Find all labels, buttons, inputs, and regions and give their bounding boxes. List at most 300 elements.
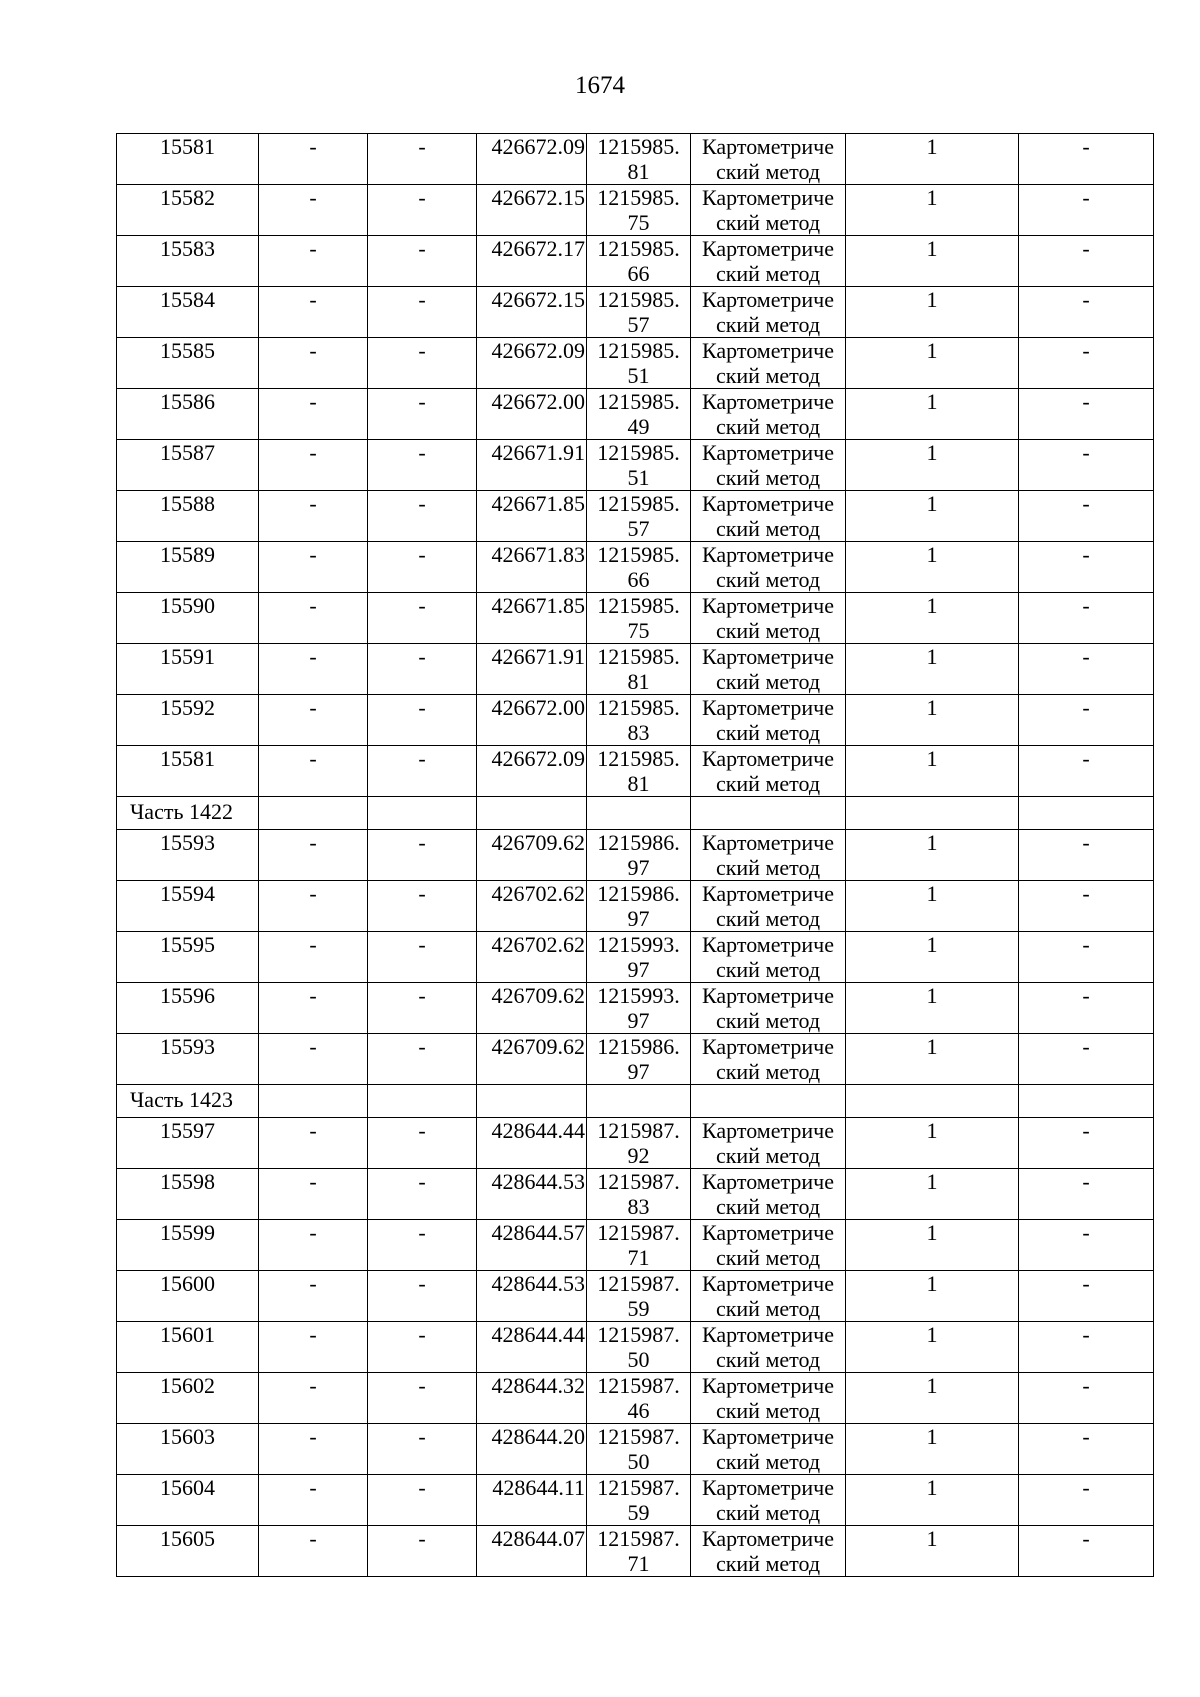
method-part: Картометриче [702,830,834,855]
last-dash-cell-text: - [1082,236,1090,261]
y-coordinate-part: 97 [627,1008,650,1033]
accuracy-cell [846,440,1019,491]
dash-cell [259,1526,368,1577]
y-coordinate-cell [587,1424,691,1475]
method-cell [691,287,846,338]
dash-cell-text: - [309,1034,317,1059]
accuracy-cell [846,983,1019,1034]
point-number-cell-text: 15596 [160,983,215,1008]
last-dash-cell [1019,881,1154,932]
point-number-cell [117,1169,259,1220]
point-number-cell-text: 15597 [160,1118,215,1143]
dash-cell-text: - [309,1118,317,1143]
method-part: Картометриче [702,1034,834,1059]
method-part: ский метод [715,1245,821,1270]
y-coordinate-part: 1215987. [597,1526,680,1551]
y-coordinate-cell [587,185,691,236]
method-part: Картометриче [702,389,834,414]
dash-cell [368,830,477,881]
method-cell [691,185,846,236]
last-dash-cell [1019,542,1154,593]
dash-cell-text: - [309,1322,317,1347]
x-coordinate-cell [477,983,587,1034]
point-number-cell [117,542,259,593]
x-coordinate-cell [477,338,587,389]
dash-cell [368,695,477,746]
accuracy-cell-text: 1 [926,236,938,261]
dash-cell-text: - [418,830,426,855]
last-dash-cell-text: - [1082,1322,1090,1347]
dash-cell [259,440,368,491]
table-row [117,1322,1154,1373]
point-number-cell [117,1526,259,1577]
point-number-cell-text: 15581 [160,134,215,159]
method-part: ский метод [715,855,821,880]
accuracy-cell [846,236,1019,287]
last-dash-cell [1019,389,1154,440]
y-coordinate-part: 59 [627,1500,650,1525]
dash-cell-text: - [418,287,426,312]
empty-cell [368,1085,477,1118]
y-coordinate-cell [587,440,691,491]
y-coordinate-part: 1215987. [597,1373,680,1398]
method-cell [691,236,846,287]
section-label: Часть 1422 [117,797,259,830]
x-coordinate-cell [477,932,587,983]
last-dash-cell-text: - [1082,983,1090,1008]
dash-cell-text: - [309,983,317,1008]
method-part: ский метод [715,159,821,184]
point-number-cell-text: 15599 [160,1220,215,1245]
accuracy-cell [846,1034,1019,1085]
dash-cell [368,932,477,983]
y-coordinate-part: 1215985. [597,542,680,567]
method-part: Картометриче [702,491,834,516]
coordinates-table [116,133,1154,1577]
empty-cell [846,797,1019,830]
x-coordinate-cell [477,1475,587,1526]
y-coordinate-cell [587,1169,691,1220]
method-cell [691,1271,846,1322]
method-cell [691,1034,846,1085]
page-number: 1674 [575,72,625,99]
last-dash-cell-text: - [1082,1526,1090,1551]
last-dash-cell [1019,1034,1154,1085]
last-dash-cell [1019,440,1154,491]
method-part: Картометриче [702,1526,834,1551]
point-number-cell-text: 15592 [160,695,215,720]
last-dash-cell-text: - [1082,1169,1090,1194]
method-part: ский метод [715,1449,821,1474]
x-coordinate-cell-text: 426672.15 [491,287,585,312]
dash-cell [368,389,477,440]
method-cell [691,1526,846,1577]
dash-cell [259,932,368,983]
point-number-cell-text: 15581 [160,746,215,771]
y-coordinate-part: 1215993. [597,932,680,957]
dash-cell [259,338,368,389]
dash-cell-text: - [309,1373,317,1398]
last-dash-cell-text: - [1082,542,1090,567]
y-coordinate-part: 50 [627,1449,650,1474]
dash-cell [368,1271,477,1322]
x-coordinate-cell-text: 426709.62 [491,830,585,855]
method-part: ский метод [715,906,821,931]
last-dash-cell-text: - [1082,1424,1090,1449]
y-coordinate-cell [587,287,691,338]
accuracy-cell-text: 1 [926,1322,938,1347]
accuracy-cell [846,1373,1019,1424]
method-part: Картометриче [702,1220,834,1245]
dash-cell [368,185,477,236]
dash-cell-text: - [309,287,317,312]
dash-cell [368,644,477,695]
y-coordinate-part: 1215985. [597,287,680,312]
last-dash-cell-text: - [1082,932,1090,957]
accuracy-cell-text: 1 [926,1424,938,1449]
table-row [117,287,1154,338]
last-dash-cell-text: - [1082,881,1090,906]
last-dash-cell [1019,983,1154,1034]
y-coordinate-cell [587,746,691,797]
y-coordinate-cell [587,1271,691,1322]
y-coordinate-part: 81 [627,771,650,796]
accuracy-cell-text: 1 [926,287,938,312]
last-dash-cell [1019,491,1154,542]
method-part: ский метод [715,261,821,286]
accuracy-cell-text: 1 [926,1118,938,1143]
dash-cell-text: - [418,593,426,618]
dash-cell-text: - [309,1424,317,1449]
accuracy-cell [846,134,1019,185]
dash-cell [368,542,477,593]
method-cell [691,1118,846,1169]
method-part: ский метод [715,465,821,490]
y-coordinate-cell [587,830,691,881]
last-dash-cell [1019,746,1154,797]
point-number-cell [117,644,259,695]
method-part: ский метод [715,1551,821,1576]
x-coordinate-cell [477,1373,587,1424]
method-part: Картометриче [702,593,834,618]
point-number-cell-text: 15603 [160,1424,215,1449]
point-number-cell-text: 15605 [160,1526,215,1551]
dash-cell-text: - [309,1271,317,1296]
method-part: Картометриче [702,236,834,261]
last-dash-cell-text: - [1082,1373,1090,1398]
point-number-cell-text: 15586 [160,389,215,414]
dash-cell-text: - [309,746,317,771]
empty-cell [587,797,691,830]
accuracy-cell [846,287,1019,338]
x-coordinate-cell-text: 426672.09 [491,338,585,363]
last-dash-cell [1019,287,1154,338]
accuracy-cell [846,1322,1019,1373]
y-coordinate-part: 1215987. [597,1424,680,1449]
point-number-cell-text: 15602 [160,1373,215,1398]
last-dash-cell [1019,1526,1154,1577]
y-coordinate-cell [587,134,691,185]
y-coordinate-part: 1215985. [597,695,680,720]
accuracy-cell-text: 1 [926,134,938,159]
y-coordinate-part: 49 [627,414,650,439]
x-coordinate-cell [477,542,587,593]
point-number-cell [117,881,259,932]
dash-cell-text: - [418,1220,426,1245]
x-coordinate-cell [477,134,587,185]
method-cell [691,440,846,491]
dash-cell-text: - [309,491,317,516]
accuracy-cell [846,389,1019,440]
method-cell [691,542,846,593]
last-dash-cell [1019,1322,1154,1373]
method-part: ский метод [715,669,821,694]
method-part: ский метод [715,1398,821,1423]
y-coordinate-part: 1215985. [597,236,680,261]
y-coordinate-cell [587,1322,691,1373]
x-coordinate-cell-text: 426671.85 [491,593,585,618]
dash-cell-text: - [418,185,426,210]
y-coordinate-part: 1215986. [597,1034,680,1059]
table-row [117,185,1154,236]
x-coordinate-cell-text: 428644.11 [492,1475,585,1500]
x-coordinate-cell-text: 428644.53 [491,1169,585,1194]
point-number-cell-text: 15588 [160,491,215,516]
y-coordinate-cell [587,389,691,440]
point-number-cell-text: 15593 [160,830,215,855]
table-row [117,236,1154,287]
method-cell [691,881,846,932]
y-coordinate-cell [587,932,691,983]
method-part: ский метод [715,1008,821,1033]
y-coordinate-part: 1215985. [597,593,680,618]
table-row [117,830,1154,881]
y-coordinate-part: 83 [627,1194,650,1219]
dash-cell [259,746,368,797]
dash-cell-text: - [418,1322,426,1347]
dash-cell [259,542,368,593]
y-coordinate-part: 1215987. [597,1475,680,1500]
table-body [117,134,1154,1577]
dash-cell [259,236,368,287]
table-row [117,1220,1154,1271]
y-coordinate-part: 66 [627,567,650,592]
section-row [117,797,1154,830]
dash-cell [368,1424,477,1475]
dash-cell-text: - [418,1526,426,1551]
y-coordinate-cell [587,1373,691,1424]
point-number-cell [117,983,259,1034]
point-number-cell [117,1373,259,1424]
accuracy-cell [846,491,1019,542]
point-number-cell [117,287,259,338]
last-dash-cell [1019,338,1154,389]
y-coordinate-part: 51 [627,465,650,490]
dash-cell [259,983,368,1034]
dash-cell [259,134,368,185]
last-dash-cell [1019,1271,1154,1322]
accuracy-cell-text: 1 [926,185,938,210]
dash-cell [368,1526,477,1577]
point-number-cell-text: 15595 [160,932,215,957]
last-dash-cell-text: - [1082,1220,1090,1245]
accuracy-cell-text: 1 [926,338,938,363]
method-cell [691,1169,846,1220]
last-dash-cell-text: - [1082,1475,1090,1500]
method-part: Картометриче [702,338,834,363]
method-part: Картометриче [702,134,834,159]
method-part: ский метод [715,957,821,982]
point-number-cell [117,1220,259,1271]
empty-cell [1019,1085,1154,1118]
last-dash-cell-text: - [1082,389,1090,414]
dash-cell [368,236,477,287]
dash-cell [259,644,368,695]
x-coordinate-cell [477,1118,587,1169]
dash-cell-text: - [309,1169,317,1194]
method-part: Картометриче [702,1271,834,1296]
point-number-cell [117,491,259,542]
accuracy-cell-text: 1 [926,542,938,567]
x-coordinate-cell [477,1271,587,1322]
method-part: Картометриче [702,1424,834,1449]
table-row [117,644,1154,695]
x-coordinate-cell-text: 428644.53 [491,1271,585,1296]
point-number-cell-text: 15593 [160,1034,215,1059]
empty-cell [691,797,846,830]
section-label: Часть 1423 [117,1085,259,1118]
method-part: ский метод [715,1500,821,1525]
x-coordinate-cell-text: 426671.91 [491,440,585,465]
method-part: Картометриче [702,644,834,669]
table-row [117,1271,1154,1322]
y-coordinate-cell [587,542,691,593]
point-number-cell-text: 15585 [160,338,215,363]
x-coordinate-cell-text: 426671.91 [491,644,585,669]
accuracy-cell-text: 1 [926,389,938,414]
table-row [117,1118,1154,1169]
last-dash-cell-text: - [1082,1034,1090,1059]
x-coordinate-cell [477,491,587,542]
y-coordinate-part: 1215986. [597,881,680,906]
y-coordinate-cell [587,644,691,695]
dash-cell-text: - [418,746,426,771]
empty-cell [259,797,368,830]
last-dash-cell-text: - [1082,746,1090,771]
dash-cell-text: - [309,236,317,261]
dash-cell-text: - [418,1424,426,1449]
point-number-cell-text: 15594 [160,881,215,906]
y-coordinate-part: 97 [627,855,650,880]
dash-cell-text: - [418,1118,426,1143]
method-cell [691,1220,846,1271]
y-coordinate-cell [587,236,691,287]
y-coordinate-part: 97 [627,906,650,931]
method-part: Картометриче [702,287,834,312]
point-number-cell-text: 15589 [160,542,215,567]
empty-cell [691,1085,846,1118]
method-part: Картометриче [702,695,834,720]
dash-cell [259,1220,368,1271]
point-number-cell-text: 15591 [160,644,215,669]
dash-cell-text: - [418,389,426,414]
accuracy-cell [846,1424,1019,1475]
y-coordinate-part: 1215987. [597,1271,680,1296]
method-part: ский метод [715,618,821,643]
point-number-cell [117,185,259,236]
dash-cell-text: - [418,236,426,261]
y-coordinate-cell [587,983,691,1034]
dash-cell-text: - [309,1220,317,1245]
accuracy-cell [846,1220,1019,1271]
point-number-cell [117,1118,259,1169]
last-dash-cell [1019,1475,1154,1526]
dash-cell-text: - [309,542,317,567]
method-part: Картометриче [702,1475,834,1500]
point-number-cell-text: 15587 [160,440,215,465]
last-dash-cell [1019,185,1154,236]
method-cell [691,1475,846,1526]
last-dash-cell-text: - [1082,1271,1090,1296]
x-coordinate-cell [477,695,587,746]
y-coordinate-part: 1215986. [597,830,680,855]
dash-cell [368,746,477,797]
y-coordinate-part: 1215987. [597,1169,680,1194]
accuracy-cell [846,932,1019,983]
dash-cell [368,593,477,644]
dash-cell [368,491,477,542]
point-number-cell [117,830,259,881]
method-part: Картометриче [702,440,834,465]
point-number-cell [117,389,259,440]
dash-cell [368,338,477,389]
x-coordinate-cell [477,746,587,797]
y-coordinate-part: 81 [627,159,650,184]
method-part: Картометриче [702,542,834,567]
accuracy-cell [846,1169,1019,1220]
x-coordinate-cell-text: 426702.62 [491,881,585,906]
table-row [117,932,1154,983]
accuracy-cell [846,830,1019,881]
last-dash-cell [1019,1118,1154,1169]
x-coordinate-cell [477,830,587,881]
table-row [117,1169,1154,1220]
last-dash-cell-text: - [1082,185,1090,210]
method-part: ский метод [715,771,821,796]
x-coordinate-cell [477,593,587,644]
x-coordinate-cell [477,236,587,287]
y-coordinate-part: 83 [627,720,650,745]
dash-cell-text: - [309,830,317,855]
dash-cell [259,287,368,338]
accuracy-cell-text: 1 [926,695,938,720]
accuracy-cell [846,695,1019,746]
dash-cell-text: - [309,695,317,720]
x-coordinate-cell [477,185,587,236]
method-cell [691,1322,846,1373]
dash-cell-text: - [418,1034,426,1059]
last-dash-cell-text: - [1082,593,1090,618]
accuracy-cell-text: 1 [926,644,938,669]
x-coordinate-cell [477,1034,587,1085]
y-coordinate-cell [587,593,691,644]
method-part: ский метод [715,720,821,745]
method-cell [691,932,846,983]
point-number-cell [117,1475,259,1526]
point-number-cell-text: 15601 [160,1322,215,1347]
last-dash-cell [1019,1373,1154,1424]
method-part: ский метод [715,567,821,592]
